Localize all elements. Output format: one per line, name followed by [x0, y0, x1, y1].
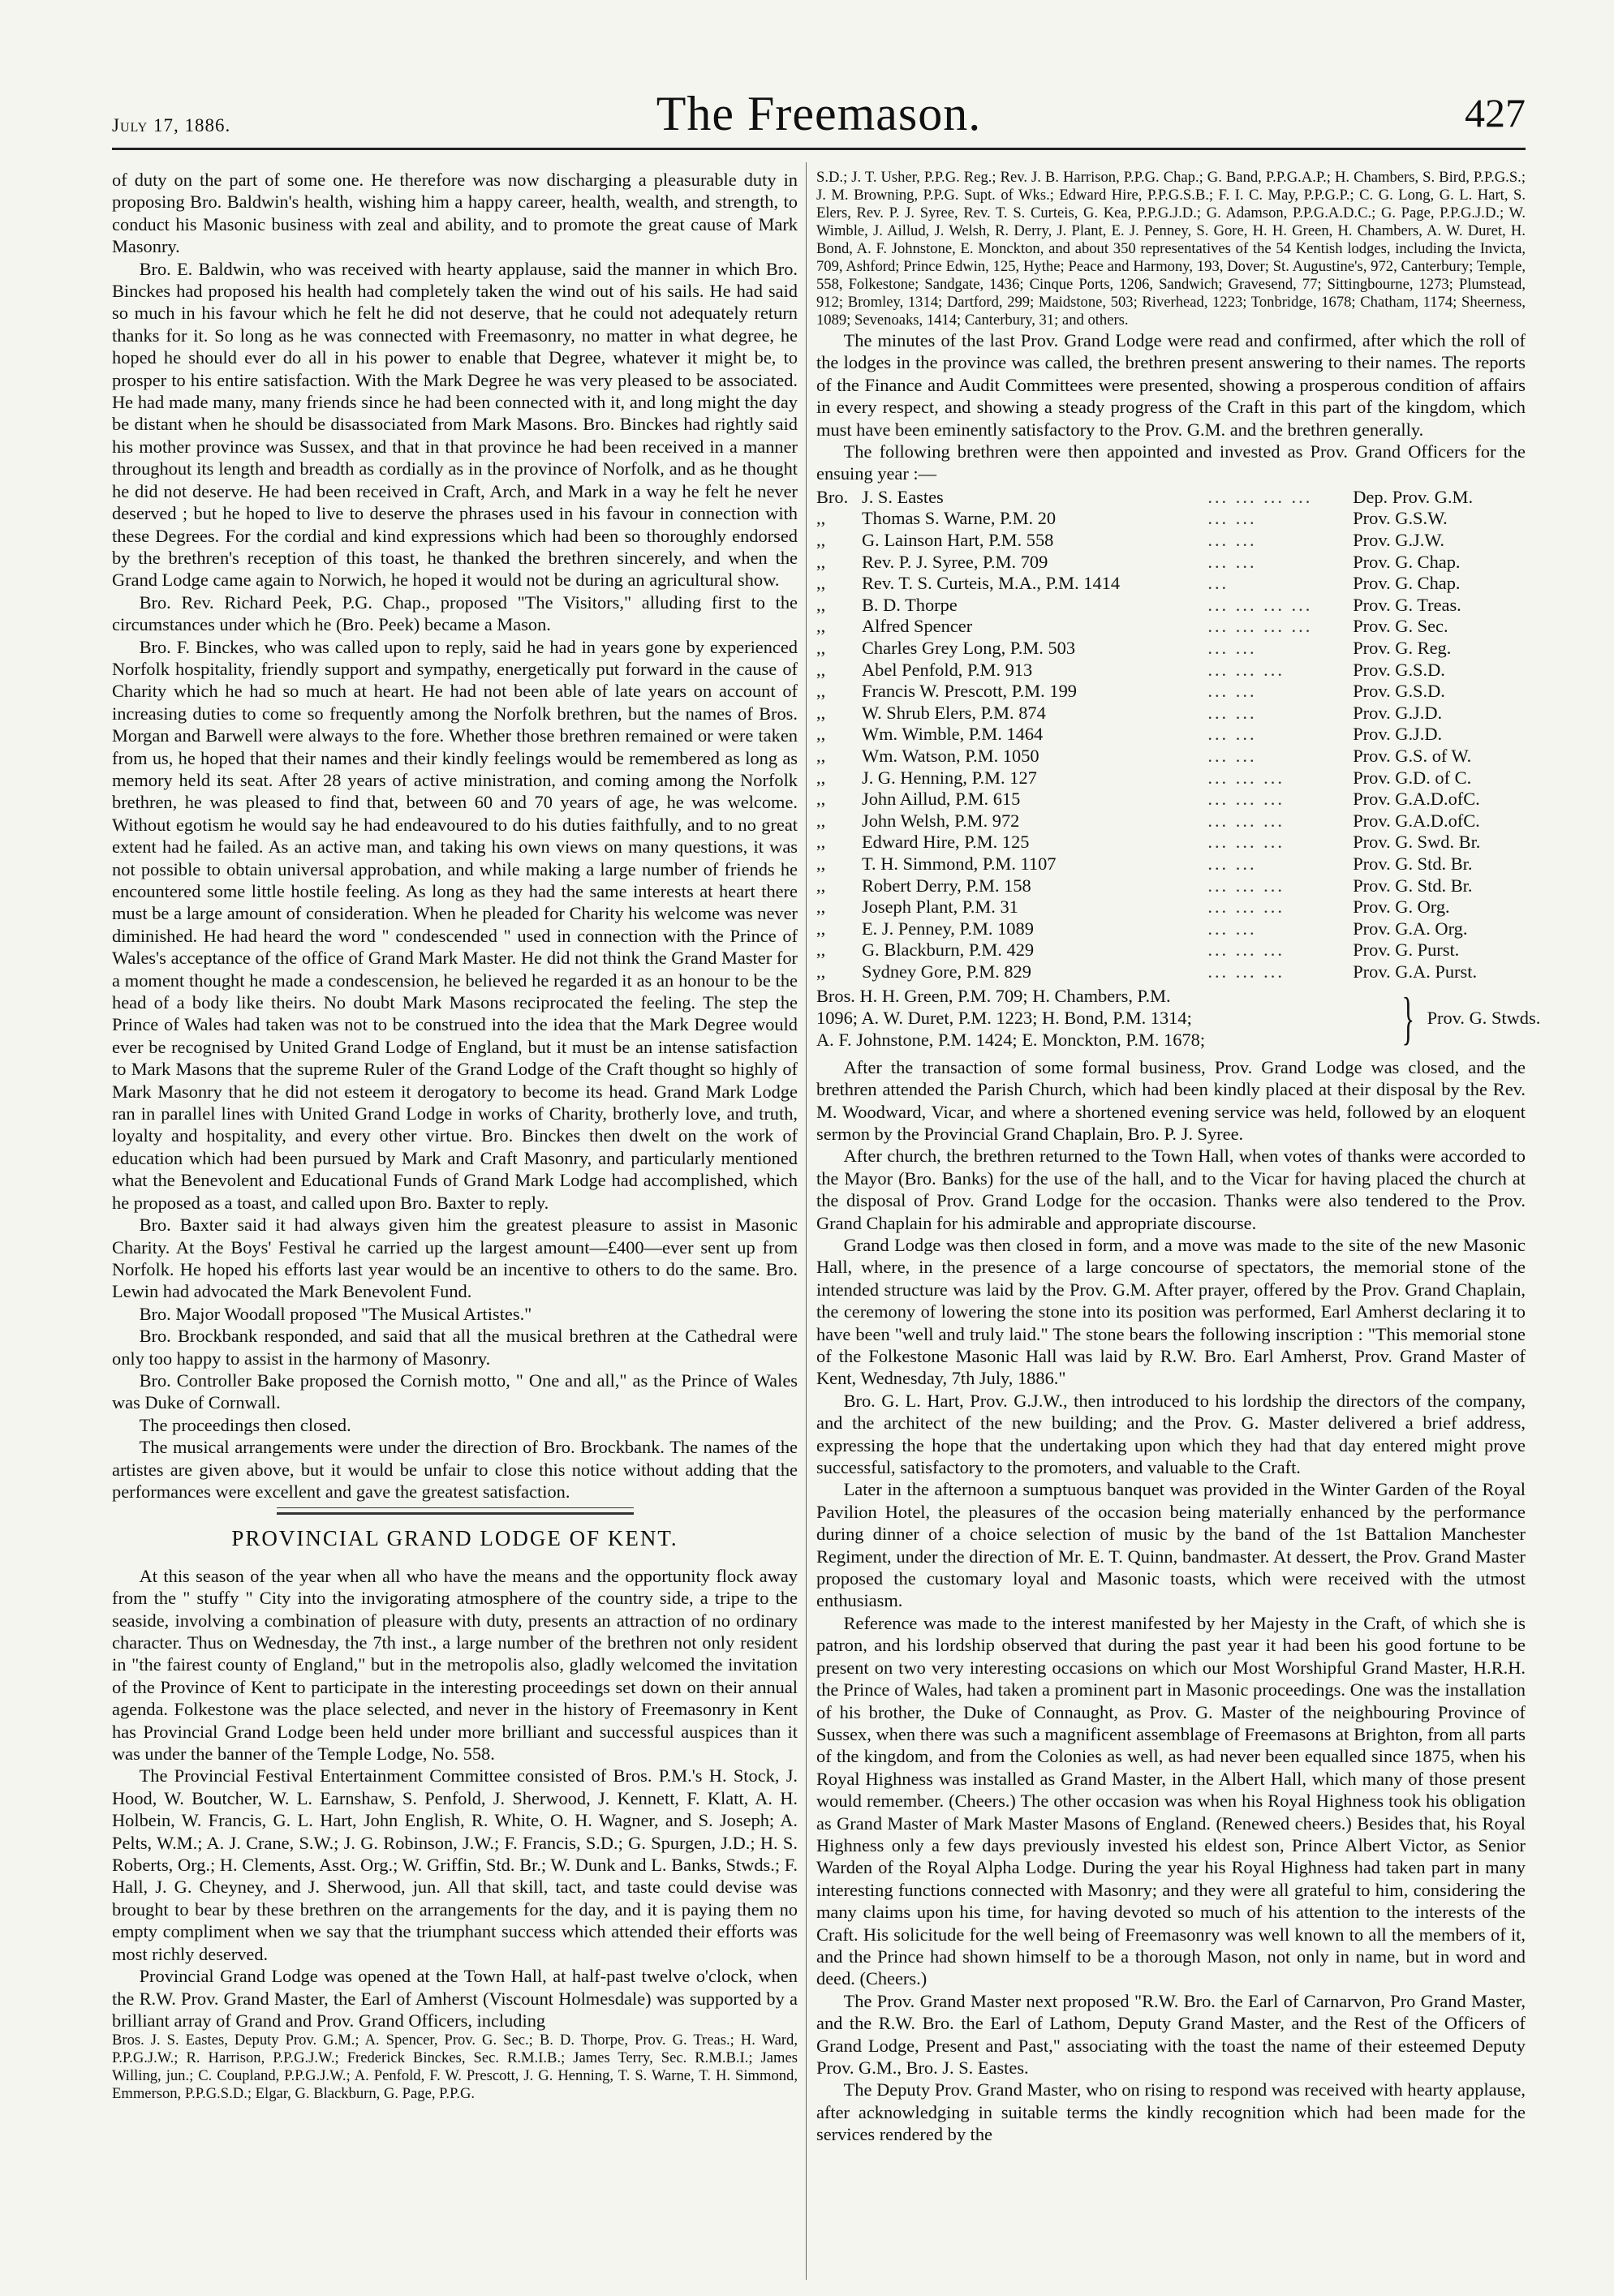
- brace-symbol: }: [1401, 985, 1415, 1051]
- officer-dots: ...: [1207, 573, 1229, 594]
- officer-office: Prov. G. Std. Br.: [1353, 853, 1473, 874]
- officer-prefix: ,,: [816, 508, 826, 529]
- officer-row: [816, 552, 1526, 574]
- officer-prefix: ,,: [816, 594, 826, 615]
- officer-name: Francis W. Prescott, P.M. 199: [862, 681, 1077, 702]
- officer-row: [816, 703, 1526, 724]
- officer-name: Joseph Plant, P.M. 31: [862, 896, 1018, 918]
- officer-office: Prov. G.J.D.: [1353, 702, 1443, 723]
- officer-office: Prov. G.S.D.: [1353, 681, 1445, 702]
- officer-name: John Welsh, P.M. 972: [862, 810, 1020, 831]
- officer-row: [816, 746, 1526, 767]
- officer-dots: ... ...: [1207, 551, 1257, 572]
- officer-row: [816, 724, 1526, 746]
- officer-prefix: ,,: [816, 918, 826, 939]
- paragraph: After the transaction of some formal business, Prov. Grand Lodge was closed, and the brethren attended the Parish Church, which had been kindly placed at their disposal by the Rev. M. Woodward, Vicar, and where a shortened evening service was held, followed by an eloquent sermon by the Provincial Grand Chaplain, Bro. P. J. Syree.: [816, 1056, 1526, 1144]
- paragraph: The minutes of the last Prov. Grand Lodge were read and confirmed, after which the roll of the lodges in the province was called, the brethren present answering to their names. The reports of the Finance and Audit Committees were presented, showing a prosperous condition of affairs in every respect, and showing a steady progress of the Craft in this part of the kingdom, which must have been eminently satisfactory to the Prov. G.M. and the brethren generally.: [816, 330, 1526, 440]
- stewards-names: [816, 985, 1389, 1051]
- officer-name: Abel Penfold, P.M. 913: [862, 659, 1033, 680]
- officer-office: Dep. Prov. G.M.: [1353, 486, 1474, 507]
- officer-dots: ... ... ... ...: [1207, 594, 1313, 615]
- paragraph: Grand Lodge was then closed in form, and a move was made to the site of the new Masonic Hall, where, in the presence of a large concourse of spectators, the memorial stone of the intended structure was laid by the Prov. G.M. After prayer, offered by the Prov. Grand Chaplain, the ceremony of lowering the stone into its position was performed, Earl Amherst declaring it to have been "well and truly laid." The stone bears the following inscription : "This memorial stone of the Folkestone Masonic Hall was laid by R.W. Bro. Earl Amherst, Prov. Grand Master of Kent, Wednesday, 7th July, 1886.": [816, 1234, 1526, 1389]
- officer-dots: ... ...: [1207, 724, 1257, 745]
- stewards-line: A. F. Johnstone, P.M. 1424; E. Monckton, P.M. 1678;: [816, 1030, 1206, 1051]
- officer-office: Prov. G. Org.: [1353, 896, 1450, 918]
- left-column: [112, 169, 798, 2278]
- officer-office: Prov. G.A. Purst.: [1353, 961, 1478, 982]
- column-divider: [806, 162, 807, 2280]
- paragraph: At this season of the year when all who have the means and the opportunity flock away from the " stuffy " City into the invigorating atmosphere of the country side, a tripe to the seaside, involving a combination of pleasure with duty, presents an attraction of no ordinary character. Thus on Wednesday, the 7th inst., a large number of the brethren not only resident in "the fairest county of England," but in the metropolis also, gladly welcomed the invitation of the Province of Kent to participate in the interesting proceedings set down on their annual agenda. Folkestone was the place selected, and never in the history of Freemasonry in Kent has Provincial Grand Lodge been held under more brilliant and successful auspices than it was under the banner of the Temple Lodge, No. 558.: [112, 1565, 798, 1765]
- officer-office: Prov. G. Treas.: [1353, 594, 1461, 615]
- officer-row: [816, 918, 1526, 940]
- attendee-list: Bros. J. S. Eastes, Deputy Prov. G.M.; A. Spencer, Prov. G. Sec.; B. D. Thorpe, Prov. G. Treas.; H. Ward, P.P.G.J.W.; R. Harrison, P.P.G.J.W.; Frederick Binckes, Sec. R.M.I.B.; James Terry, Sec. R.M.B.I.; James Willing, jun.; C. Coupland, P.P.G.J.W.; A. Penfold, F. W. Prescott, J. G. Henning, T. S. Warne, T. H. Simmond, Emmerson, P.P.G.S.D.; Elgar, G. Blackburn, G. Page, P.P.G.: [112, 2032, 798, 2103]
- officer-row: [816, 616, 1526, 638]
- article-heading: PROVINCIAL GRAND LODGE OF KENT.: [231, 1526, 678, 1551]
- officer-prefix: ,,: [816, 659, 826, 680]
- officer-prefix: ,,: [816, 681, 826, 702]
- paragraph: Bro. Major Woodall proposed "The Musical Artistes.": [139, 1303, 532, 1324]
- officer-name: Edward Hire, P.M. 125: [862, 832, 1030, 853]
- officer-prefix: ,,: [816, 724, 826, 745]
- officer-dots: ... ... ...: [1207, 659, 1285, 680]
- officers-table: [816, 487, 1526, 983]
- officer-row: [816, 939, 1526, 961]
- officer-office: Prov. G. Sec.: [1353, 616, 1448, 637]
- officer-prefix: ,,: [816, 789, 826, 810]
- officer-prefix: ,,: [816, 702, 826, 723]
- section-rule: [277, 1507, 634, 1515]
- officer-dots: ... ...: [1207, 853, 1257, 874]
- officer-dots: ... ... ...: [1207, 896, 1285, 918]
- officer-office: Prov. G. Reg.: [1353, 638, 1452, 658]
- officer-name: Rev. P. J. Syree, P.M. 709: [862, 551, 1048, 572]
- stewards-block: [816, 985, 1541, 1051]
- officer-dots: ... ... ...: [1207, 832, 1285, 853]
- officer-name: B. D. Thorpe: [862, 594, 958, 615]
- officer-office: Prov. G. Purst.: [1353, 939, 1460, 961]
- officer-name: G. Lainson Hart, P.M. 558: [862, 530, 1054, 551]
- stewards-line: 1096; A. W. Duret, P.M. 1223; H. Bond, P.M. 1314;: [816, 1007, 1192, 1028]
- officer-row: [816, 961, 1526, 983]
- officer-name: Wm. Wimble, P.M. 1464: [862, 724, 1044, 745]
- officer-dots: ... ...: [1207, 530, 1257, 551]
- officer-dots: ... ...: [1207, 918, 1257, 939]
- officer-office: Prov. G.A.D.ofC.: [1353, 810, 1480, 831]
- officer-row: [816, 573, 1526, 595]
- paragraph: The Deputy Prov. Grand Master, who on rising to respond was received with hearty applause, after acknowledging in suitable terms the kindly recognition which had been made for the services rendered by the: [816, 2079, 1526, 2145]
- officer-row: [816, 508, 1526, 530]
- officer-prefix: ,,: [816, 896, 826, 918]
- officer-office: Prov. G.S. of W.: [1353, 745, 1472, 766]
- officer-name: John Aillud, P.M. 615: [862, 789, 1021, 810]
- officer-office: Prov. G.D. of C.: [1353, 767, 1472, 788]
- paragraph: of duty on the part of some one. He therefore was now discharging a pleasurable duty in proposing Bro. Baldwin's health, wishing him a happy career, health, wealth, and strength, to conduct his Masonic business with zeal and ability, and to promote the great cause of Mark Masonry.: [112, 170, 798, 257]
- officer-row: [816, 681, 1526, 703]
- officer-row: [816, 810, 1526, 832]
- page-number: 427: [1465, 90, 1526, 135]
- officer-prefix: ,,: [816, 616, 826, 637]
- paragraph: Bro. G. L. Hart, Prov. G.J.W., then introduced to his lordship the directors of the company, and the architect of the new building; and the Prov. G. Master delivered a brief address, expressing the hope that the undertaking upon which they had that day entered might prove successful, satisfactory to the promoters, and valuable to the Craft.: [816, 1390, 1526, 1478]
- publication-title: The Freemason.: [656, 87, 982, 140]
- officer-prefix: ,,: [816, 853, 826, 874]
- officer-name: T. H. Simmond, P.M. 1107: [862, 853, 1057, 874]
- officer-dots: ... ... ... ...: [1207, 616, 1313, 637]
- masthead: [112, 58, 1526, 148]
- officer-prefix: ,,: [816, 767, 826, 788]
- officer-row: [816, 530, 1526, 552]
- officer-row: [816, 487, 1526, 509]
- officer-name: Thomas S. Warne, P.M. 20: [862, 508, 1057, 529]
- paragraph: Bro. Rev. Richard Peek, P.G. Chap., proposed "The Visitors," alluding first to the circumstances under which he (Bro. Peek) became a Mason.: [112, 591, 798, 635]
- officer-dots: ... ... ...: [1207, 939, 1285, 961]
- officer-prefix: ,,: [816, 638, 826, 658]
- officer-row: [816, 660, 1526, 681]
- officer-name: J. G. Henning, P.M. 127: [862, 767, 1037, 788]
- officer-row: [816, 832, 1526, 853]
- officer-row: [816, 896, 1526, 918]
- paragraph: Bro. Baxter said it had always given him the greatest pleasure to assist in Masonic Charity. At the Boys' Festival he carried up the largest amount—£400—ever sent up from Norfolk. He hoped his efforts last year would be an incentive to others to do the same. Bro. Lewin had advocated the Mark Benevolent Fund.: [112, 1215, 798, 1302]
- paragraph: Provincial Grand Lodge was opened at the Town Hall, at half-past twelve o'clock, when the R.W. Prov. Grand Master, the Earl of Amherst (Viscount Holmesdale) was supported by a brilliant array of Grand and Prov. Grand Officers, including: [112, 1966, 798, 2031]
- officer-office: Prov. G.J.W.: [1353, 530, 1445, 551]
- officer-prefix: ,,: [816, 939, 826, 961]
- stewards-office: Prov. G. Stwds.: [1427, 1007, 1541, 1028]
- officer-row: [816, 875, 1526, 897]
- officer-prefix: ,,: [816, 551, 826, 572]
- officer-name: Rev. T. S. Curteis, M.A., P.M. 1414: [862, 573, 1121, 594]
- officer-dots: ... ... ...: [1207, 767, 1285, 788]
- officer-name: Charles Grey Long, P.M. 503: [862, 638, 1076, 658]
- officer-name: W. Shrub Elers, P.M. 874: [862, 702, 1046, 723]
- officer-row: [816, 767, 1526, 789]
- officer-office: Prov. G.J.D.: [1353, 724, 1443, 745]
- officer-dots: ... ... ...: [1207, 810, 1285, 831]
- officer-name: G. Blackburn, P.M. 429: [862, 939, 1035, 961]
- paragraph: Bro. Controller Bake proposed the Cornish motto, " One and all," as the Prince of Wales was Duke of Cornwall.: [112, 1369, 798, 1413]
- officer-office: Prov. G. Std. Br.: [1353, 875, 1473, 896]
- officer-office: Prov. G. Chap.: [1353, 573, 1461, 594]
- paragraph: The following brethren were then appointed and invested as Prov. Grand Officers for the ensuing year :—: [816, 441, 1526, 484]
- officer-dots: ... ...: [1207, 638, 1257, 658]
- paragraph: The Prov. Grand Master next proposed "R.W. Bro. the Earl of Carnarvon, Pro Grand Master, and the R.W. Bro. the Earl of Lathom, Deputy Grand Master, and the Rest of the Officers of Grand Lodge, Present and Past," associating with the toast the name of their esteemed Deputy Prov. G.M., Bro. J. S. Eastes.: [816, 1990, 1526, 2078]
- stewards-line: Bros. H. H. Green, P.M. 709; H. Chambers, P.M.: [816, 985, 1171, 1006]
- officer-prefix: ,,: [816, 832, 826, 853]
- officer-row: [816, 853, 1526, 875]
- officer-dots: ... ... ...: [1207, 875, 1285, 896]
- paragraph: Reference was made to the interest manifested by her Majesty in the Craft, of which she is patron, and his lordship observed that during the past year it had been his good fortune to be present on two very interesting occasions on which our Most Worshipful Grand Master, H.R.H. the Prince of Wales, had taken a prominent part in Masonic proceedings. One was the installation of his brother, the Duke of Connaught, as Prov. G. Master of the neighbouring Province of Sussex, when there was such a magnificent assemblage of Freemasons at Brighton, from all parts of the kingdom, and from the Colonies as well, as had never been equalled since 1875, when his Royal Highness was installed as Grand Master, in the Albert Hall, which many of those present would remember. (Cheers.) The other occasion was when his Royal Highness took his obligation as Grand Master of Mark Master Masons of England. (Renewed cheers.) Besides that, his Royal Highness only a few days previously invested his eldest son, Prince Albert Victor, as Senior Warden of the Royal Alpha Lodge. During the year his Royal Highness had taken part in many interesting functions connected with Masonry; and they were all grateful to him, considering the many claims upon his time, for having devoted so much of his attention to the interests of the Craft. His solicitude for the well being of Freemasonry was well known to all the members of it, and the Prince had shown himself to be a thorough Mason, not only in name, but in word and deed. (Cheers.): [816, 1612, 1526, 1989]
- officer-dots: ... ... ...: [1207, 961, 1285, 982]
- officer-name: E. J. Penney, P.M. 1089: [862, 918, 1034, 939]
- paragraph: Bro. F. Binckes, who was called upon to reply, said he had in years gone by experienced Norfolk hospitality, friendly support and sympathy, energetically put forward in the cause of Charity which he had so much at heart. He had not been able of late years on account of increasing duties to come so frequently among the Norfolk brethren, but the names of Bros. Morgan and Barwell were always to the fore. Whether those brethren remained or were taken from us, he hoped that their names and their kindly feelings would be remembered as long as memory held its seat. After 28 years of active ministration, and coming among the Norfolk brethren, he was pleased to find that, between 60 and 70 years of age, he was welcome. Without egotism he would say he had endeavoured to do his duties faithfully, and to no great extent had he failed. As an active man, and taking his own views on many questions, it was not possible to obtain universal approbation, and while making a large number of friends he encountered some little hostile feeling. As long as they had the same interests at heart there must be a large amount of consideration. When he pleaded for Charity his welcome was never diminished. He had heard the word " condescended " used in connection with the Prince of Wales's acceptance of the office of Grand Mark Master. He did not think the Grand Master for a moment thought he made a condescension, he believed he regarded it as an honour to be the head of a body like theirs. No doubt Mark Masons reciprocated the feeling. The step the Prince of Wales had taken was not to be construed into the idea that the Mark Degree would ever be recognised by United Grand Lodge of England, but it must be an intense satisfaction to Mark Masons that the supreme Ruler of the Grand Lodge of the Craft thought so highly of Mark Masonry that he did not esteem it derogatory to become its head. Grand Mark Lodge ran in parallel lines with United Grand Lodge in works of Charity, brotherly love, and truth, loyalty and hospitality, and every other virtue. Bro. Binckes then dwelt on the work of education which had been pursued by Mark and Craft Masonry, and particularly mentioned what the Benevolent and Educational Funds of Grand Mark Lodge had accomplished, which he proposed as a toast, and called upon Bro. Baxter to reply.: [112, 636, 798, 1213]
- officer-dots: ... ...: [1207, 681, 1257, 702]
- paragraph: After church, the brethren returned to the Town Hall, when votes of thanks were accorded to the Mayor (Bro. Banks) for the use of the hall, and to the Vicar for having placed the church at the disposal of Prov. Grand Lodge for the occasion. Thanks were also tendered to the Prov. Grand Chaplain for his admirable and appropriate discourse.: [816, 1146, 1526, 1233]
- officer-row: [816, 789, 1526, 810]
- officer-prefix: ,,: [816, 961, 826, 982]
- officer-row: [816, 638, 1526, 660]
- officer-row: [816, 595, 1526, 617]
- officer-name: Robert Derry, P.M. 158: [862, 875, 1031, 896]
- officer-prefix: ,,: [816, 530, 826, 551]
- officer-dots: ... ... ...: [1207, 789, 1285, 810]
- officer-prefix: ,,: [816, 745, 826, 766]
- officer-dots: ... ...: [1207, 508, 1257, 529]
- officers-table-body: [816, 487, 1526, 983]
- officer-dots: ... ... ... ...: [1207, 486, 1313, 507]
- officer-office: Prov. G.A. Org.: [1353, 918, 1468, 939]
- officer-office: Prov. G. Chap.: [1353, 551, 1461, 572]
- right-column: [816, 169, 1541, 2278]
- officer-name: Sydney Gore, P.M. 829: [862, 961, 1031, 982]
- officer-prefix: Bro.: [816, 486, 849, 507]
- paragraph: Bro. Brockbank responded, and said that all the musical brethren at the Cathedral were only too happy to assist in the harmony of Masonry.: [112, 1326, 798, 1369]
- officer-office: Prov. G.S.W.: [1353, 508, 1448, 529]
- officer-office: Prov. G.S.D.: [1353, 659, 1445, 680]
- officer-name: Wm. Watson, P.M. 1050: [862, 745, 1039, 766]
- officer-prefix: ,,: [816, 810, 826, 831]
- officer-dots: ... ...: [1207, 745, 1257, 766]
- issue-date: July 17, 1886.: [112, 115, 231, 135]
- paragraph: The proceedings then closed.: [139, 1414, 351, 1435]
- attendee-list-continued: S.D.; J. T. Usher, P.P.G. Reg.; Rev. J. B. Harrison, P.P.G. Chap.; G. Band, P.P.G.A.P.; H. Chambers, S. Bird, P.P.G.S.; J. M. Browning, P.P.G. Supt. of Wks.; Edward Hire, P.P.G.S.B.; F. I. C. May, P.P.G.P.; C. G. Long, G. L. Hart, S. Elers, Rev. P. J. Syree, Rev. T. S. Curteis, G. Kea, P.P.G.J.D.; G. Adamson, P.P.G.A.D.C.; G. Page, P.P.G.J.D.; W. Wimble, J. Aillud, J. Welsh, R. Derry, J. Plant, E. J. Penney, S. Gore, H. H. Green, H. Chambers, A. W. Duret, H. Bond, A. F. Johnstone, E. Monckton, and about 350 representatives of the 54 Kentish lodges, including the Invicta, 709, Ashford; Prince Edwin, 125, Hythe; Peace and Harmony, 193, Dover; St. Augustine's, 972, Canterbury; Temple, 558, Folkestone; Sandgate, 1436; Cinque Ports, 1206, Sandwich; Gravesend, 77; Sittingbourne, 1273; Plumstead, 912; Bromley, 1314; Dartford, 299; Maidstone, 503; Riverhead, 1223; Tonbridge, 1678; Chatham, 1174; Sheerness, 1089; Sevenoaks, 1414; Canterbury, 31; and others.: [816, 169, 1526, 329]
- officer-prefix: ,,: [816, 573, 826, 594]
- officer-office: Prov. G. Swd. Br.: [1353, 832, 1481, 853]
- paragraph: Bro. E. Baldwin, who was received with hearty applause, said the manner in which Bro. Binckes had proposed his health had completely taken the wind out of his sails. He had said so much in his favour which he felt he did not deserve, that he could not adequately return thanks for it. So long as he was connected with Freemasonry, no matter in what degree, he hoped he should ever do all in his power to enable that Degree, whatever it might be, to prosper to his entire satisfaction. With the Mark Degree he was very pleased to be associated. He had made many, many friends since he had been connected with it, and long might the day be distant when he should be disassociated from Mark Masons. Bro. Binckes had rightly said his mother province was Sussex, and that in that province he had been received in a manner throughout its length and breadth as cordially as in the province of Norfolk, and as he thought he did not deserve. He had been received in Craft, Arch, and Mark in a way he felt he never deserved ; but he hoped to live to deserve the phrases used in his favour in connection with these Degrees. For the cordial and kind expressions which had been so thoroughly endorsed by the brethren's reception of this toast, he thanked the brethren sincerely, and when the Grand Lodge came again to Norwich, he hoped it would not be during an agricultural show.: [112, 258, 798, 591]
- officer-dots: ... ...: [1207, 702, 1257, 723]
- masthead-rule: [112, 148, 1526, 150]
- officer-office: Prov. G.A.D.ofC.: [1353, 789, 1480, 810]
- paragraph: The musical arrangements were under the direction of Bro. Brockbank. The names of the artistes are given above, but it would be unfair to close this notice without adding that the performances were excellent and gave the greatest satisfaction.: [112, 1437, 798, 1502]
- officer-name: Alfred Spencer: [862, 616, 973, 637]
- paragraph: Later in the afternoon a sumptuous banquet was provided in the Winter Garden of the Royal Pavilion Hotel, the pleasures of the occasion being materially enhanced by the performance during dinner of a choice selection of music by the band of the 1st Battalion Manchester Regiment, under the direction of Mr. E. T. Quinn, bandmaster. At dessert, the Prov. Grand Master proposed the customary loyal and Masonic toasts, which were received with the utmost enthusiasm.: [816, 1479, 1526, 1611]
- paragraph: The Provincial Festival Entertainment Committee consisted of Bros. P.M.'s H. Stock, J. Hood, W. Boutcher, W. L. Earnshaw, S. Penfold, J. Sherwood, J. Kennett, F. Klatt, A. H. Holbein, W. Francis, G. L. Hart, John English, R. White, O. H. Wagner, and S. Joseph; A. Pelts, W.M.; A. J. Crane, S.W.; J. G. Robinson, J.W.; F. Francis, S.D.; G. Spurgen, J.D.; H. S. Roberts, Org.; H. Clements, Asst. Org.; W. Griffin, Std. Br.; W. Dunk and L. Banks, Stwds.; F. Hall, J. G. Cheyney, and J. Sherwood, jun. All that skill, tact, and taste could devise was brought to bear by these brethren on the arrangements for the day, and it is paying them no empty compliment when we say that the triumphant success which attended their efforts was most richly deserved.: [112, 1765, 798, 1964]
- officer-prefix: ,,: [816, 875, 826, 896]
- officer-name: J. S. Eastes: [862, 486, 944, 507]
